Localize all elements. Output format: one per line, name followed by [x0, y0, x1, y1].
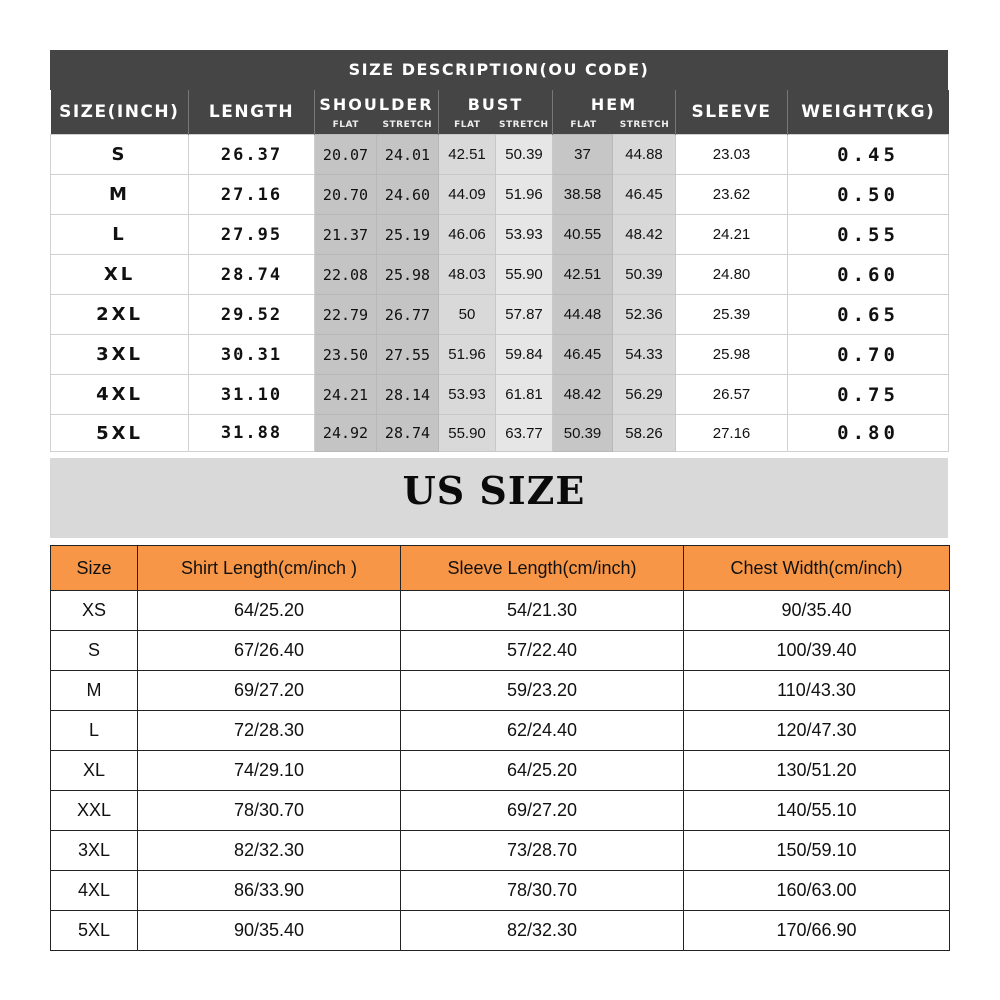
- table-row: [51, 215, 949, 255]
- cell-size: M: [51, 175, 189, 215]
- us-cell-chest-width: 140/55.10: [684, 791, 950, 831]
- cell-hem-stretch: 56.29: [613, 375, 676, 415]
- us-cell-size: M: [51, 671, 138, 711]
- shoulder-label: SHOULDER: [319, 95, 434, 114]
- table-row: [51, 415, 949, 452]
- cell-hem-flat: 42.51: [553, 255, 613, 295]
- cell-sleeve: 26.57: [676, 375, 788, 415]
- cell-sleeve: 24.21: [676, 215, 788, 255]
- cell-length: 29.52: [189, 295, 315, 335]
- cell-hem-flat: 48.42: [553, 375, 613, 415]
- cell-shoulder-stretch: 25.98: [377, 255, 439, 295]
- us-size-table: [50, 545, 950, 951]
- us-cell-size: XS: [51, 591, 138, 631]
- cell-weight: 0.80: [788, 415, 949, 452]
- us-header-row: [51, 546, 950, 591]
- header-sleeve: SLEEVE: [676, 90, 788, 135]
- cell-hem-stretch: 54.33: [613, 335, 676, 375]
- us-cell-size: XL: [51, 751, 138, 791]
- table-row: [51, 751, 950, 791]
- cell-bust-stretch: 55.90: [496, 255, 553, 295]
- table-row: [51, 871, 950, 911]
- cell-size: 4XL: [51, 375, 189, 415]
- cell-hem-stretch: 48.42: [613, 215, 676, 255]
- cell-hem-stretch: 58.26: [613, 415, 676, 452]
- header-weight: WEIGHT(KG): [788, 90, 949, 135]
- table-row: [51, 135, 949, 175]
- us-cell-sleeve-length: 73/28.70: [401, 831, 684, 871]
- us-cell-shirt-length: 74/29.10: [138, 751, 401, 791]
- header-length: LENGTH: [189, 90, 315, 135]
- cell-hem-flat: 38.58: [553, 175, 613, 215]
- cell-shoulder-stretch: 24.60: [377, 175, 439, 215]
- cell-sleeve: 25.39: [676, 295, 788, 335]
- us-cell-sleeve-length: 64/25.20: [401, 751, 684, 791]
- cell-size: XL: [51, 255, 189, 295]
- shoulder-stretch-label: STRETCH: [382, 120, 433, 130]
- cell-weight: 0.55: [788, 215, 949, 255]
- bust-stretch-label: STRETCH: [499, 120, 549, 130]
- us-cell-sleeve-length: 78/30.70: [401, 871, 684, 911]
- cell-bust-flat: 44.09: [439, 175, 496, 215]
- table-row: [51, 335, 949, 375]
- us-cell-chest-width: 160/63.00: [684, 871, 950, 911]
- cell-bust-stretch: 59.84: [496, 335, 553, 375]
- cell-bust-stretch: 61.81: [496, 375, 553, 415]
- cell-sleeve: 24.80: [676, 255, 788, 295]
- cell-weight: 0.65: [788, 295, 949, 335]
- table-title: SIZE DESCRIPTION(OU CODE): [50, 50, 948, 90]
- us-cell-shirt-length: 82/32.30: [138, 831, 401, 871]
- cell-hem-flat: 46.45: [553, 335, 613, 375]
- hem-label: HEM: [590, 95, 638, 114]
- us-cell-chest-width: 100/39.40: [684, 631, 950, 671]
- cell-size: L: [51, 215, 189, 255]
- table-row: [51, 591, 950, 631]
- cell-hem-flat: 40.55: [553, 215, 613, 255]
- cell-hem-stretch: 44.88: [613, 135, 676, 175]
- cell-weight: 0.60: [788, 255, 949, 295]
- cell-length: 30.31: [189, 335, 315, 375]
- cell-shoulder-stretch: 28.74: [377, 415, 439, 452]
- table-row: [51, 831, 950, 871]
- table-row: [51, 711, 950, 751]
- us-cell-size: S: [51, 631, 138, 671]
- cell-hem-stretch: 46.45: [613, 175, 676, 215]
- bust-flat-label: FLAT: [454, 120, 481, 130]
- cell-shoulder-flat: 24.21: [315, 375, 377, 415]
- us-cell-chest-width: 120/47.30: [684, 711, 950, 751]
- hem-flat-label: FLAT: [570, 120, 597, 130]
- header-row: [51, 90, 949, 135]
- shoulder-flat-label: FLAT: [332, 120, 359, 130]
- us-cell-sleeve-length: 57/22.40: [401, 631, 684, 671]
- cell-sleeve: 27.16: [676, 415, 788, 452]
- us-size-banner: [50, 458, 948, 538]
- header-size: SIZE(INCH): [51, 90, 189, 135]
- cell-bust-flat: 55.90: [439, 415, 496, 452]
- us-cell-chest-width: 110/43.30: [684, 671, 950, 711]
- table-row: [51, 671, 950, 711]
- header-bust: [439, 90, 553, 135]
- cell-hem-stretch: 52.36: [613, 295, 676, 335]
- cell-shoulder-flat: 23.50: [315, 335, 377, 375]
- size-description-table: [50, 50, 948, 452]
- cell-bust-stretch: 63.77: [496, 415, 553, 452]
- cell-weight: 0.70: [788, 335, 949, 375]
- cell-shoulder-flat: 20.07: [315, 135, 377, 175]
- cell-sleeve: 23.62: [676, 175, 788, 215]
- cell-bust-stretch: 53.93: [496, 215, 553, 255]
- cell-bust-flat: 53.93: [439, 375, 496, 415]
- cell-bust-stretch: 50.39: [496, 135, 553, 175]
- cell-bust-stretch: 51.96: [496, 175, 553, 215]
- us-cell-shirt-length: 86/33.90: [138, 871, 401, 911]
- cell-length: 31.10: [189, 375, 315, 415]
- cell-weight: 0.75: [788, 375, 949, 415]
- cell-shoulder-stretch: 26.77: [377, 295, 439, 335]
- cell-weight: 0.50: [788, 175, 949, 215]
- cell-size: 5XL: [51, 415, 189, 452]
- us-cell-size: XXL: [51, 791, 138, 831]
- table-row: [51, 175, 949, 215]
- table-row: [51, 911, 950, 951]
- cell-sleeve: 25.98: [676, 335, 788, 375]
- cell-shoulder-stretch: 24.01: [377, 135, 439, 175]
- cell-bust-flat: 46.06: [439, 215, 496, 255]
- cell-length: 26.37: [189, 135, 315, 175]
- us-cell-chest-width: 150/59.10: [684, 831, 950, 871]
- hem-stretch-label: STRETCH: [619, 120, 670, 130]
- bust-label: BUST: [467, 95, 524, 114]
- table-row: [51, 791, 950, 831]
- cell-size: 3XL: [51, 335, 189, 375]
- cell-bust-flat: 51.96: [439, 335, 496, 375]
- us-size-heading: US SIZE: [402, 468, 586, 513]
- cell-shoulder-stretch: 25.19: [377, 215, 439, 255]
- cell-hem-stretch: 50.39: [613, 255, 676, 295]
- us-cell-sleeve-length: 69/27.20: [401, 791, 684, 831]
- cell-sleeve: 23.03: [676, 135, 788, 175]
- cell-length: 28.74: [189, 255, 315, 295]
- us-header-size: Size: [51, 546, 138, 591]
- us-cell-size: 3XL: [51, 831, 138, 871]
- us-header-chest-width: Chest Width(cm/inch): [684, 546, 950, 591]
- us-cell-size: 4XL: [51, 871, 138, 911]
- us-cell-shirt-length: 90/35.40: [138, 911, 401, 951]
- table-row: [51, 375, 949, 415]
- cell-shoulder-flat: 22.08: [315, 255, 377, 295]
- cell-bust-flat: 48.03: [439, 255, 496, 295]
- us-cell-sleeve-length: 59/23.20: [401, 671, 684, 711]
- size-grid: [50, 90, 949, 452]
- us-cell-shirt-length: 67/26.40: [138, 631, 401, 671]
- us-cell-chest-width: 90/35.40: [684, 591, 950, 631]
- table-row: [51, 295, 949, 335]
- us-cell-sleeve-length: 82/32.30: [401, 911, 684, 951]
- cell-shoulder-flat: 22.79: [315, 295, 377, 335]
- cell-shoulder-stretch: 28.14: [377, 375, 439, 415]
- cell-hem-flat: 50.39: [553, 415, 613, 452]
- cell-shoulder-flat: 21.37: [315, 215, 377, 255]
- us-header-shirt-length: Shirt Length(cm/inch ): [138, 546, 401, 591]
- table-row: [51, 255, 949, 295]
- cell-length: 27.95: [189, 215, 315, 255]
- us-cell-size: 5XL: [51, 911, 138, 951]
- us-cell-shirt-length: 72/28.30: [138, 711, 401, 751]
- us-cell-shirt-length: 69/27.20: [138, 671, 401, 711]
- us-cell-size: L: [51, 711, 138, 751]
- header-hem: [553, 90, 676, 135]
- cell-size: S: [51, 135, 189, 175]
- us-header-sleeve-length: Sleeve Length(cm/inch): [401, 546, 684, 591]
- cell-bust-stretch: 57.87: [496, 295, 553, 335]
- us-cell-chest-width: 130/51.20: [684, 751, 950, 791]
- cell-bust-flat: 50: [439, 295, 496, 335]
- cell-shoulder-flat: 24.92: [315, 415, 377, 452]
- us-cell-shirt-length: 78/30.70: [138, 791, 401, 831]
- cell-weight: 0.45: [788, 135, 949, 175]
- us-cell-shirt-length: 64/25.20: [138, 591, 401, 631]
- cell-length: 27.16: [189, 175, 315, 215]
- us-cell-sleeve-length: 62/24.40: [401, 711, 684, 751]
- cell-bust-flat: 42.51: [439, 135, 496, 175]
- cell-length: 31.88: [189, 415, 315, 452]
- header-shoulder: [315, 90, 439, 135]
- cell-size: 2XL: [51, 295, 189, 335]
- cell-hem-flat: 44.48: [553, 295, 613, 335]
- us-cell-sleeve-length: 54/21.30: [401, 591, 684, 631]
- us-cell-chest-width: 170/66.90: [684, 911, 950, 951]
- table-row: [51, 631, 950, 671]
- cell-hem-flat: 37: [553, 135, 613, 175]
- cell-shoulder-flat: 20.70: [315, 175, 377, 215]
- cell-shoulder-stretch: 27.55: [377, 335, 439, 375]
